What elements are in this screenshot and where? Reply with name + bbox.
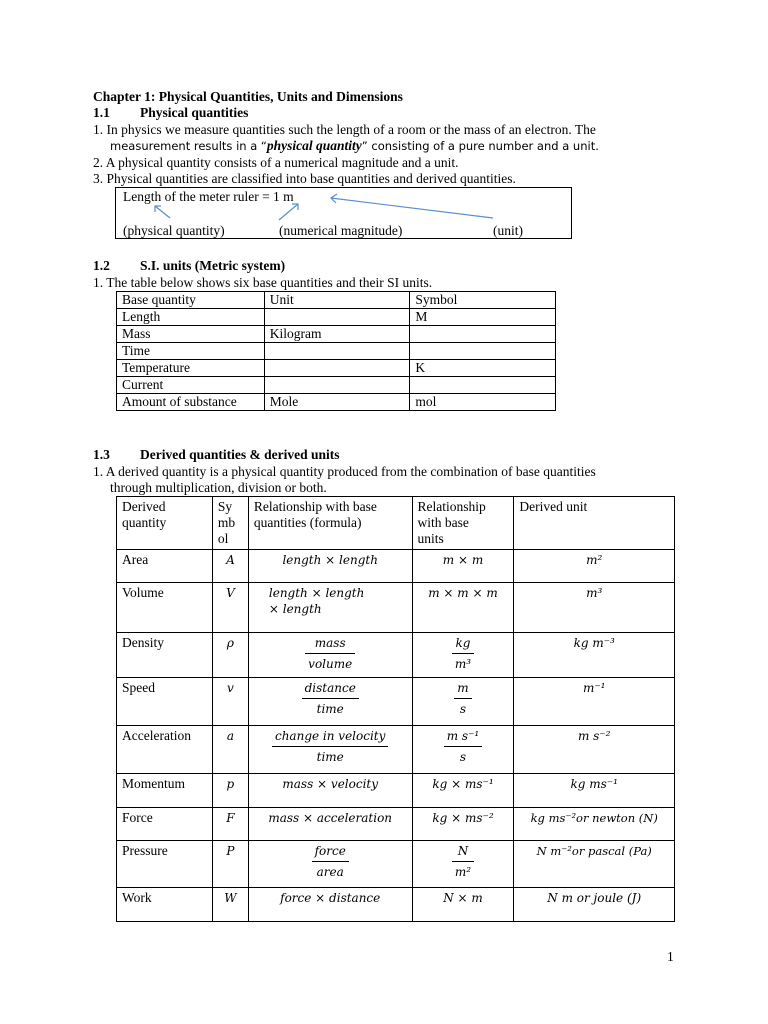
denominator: s — [459, 702, 467, 716]
cell-text: × length — [268, 602, 322, 616]
cell: v — [212, 678, 248, 726]
header-formula — [248, 497, 412, 550]
cell: Volume — [117, 583, 213, 633]
table-row — [117, 377, 556, 394]
table-row — [117, 326, 556, 343]
cell: length × length — [248, 550, 412, 583]
header-base-units — [412, 497, 514, 550]
cell: Pressure — [117, 841, 213, 888]
header-text: Sy — [217, 499, 233, 514]
paragraph-1-post: ” consisting of a pure number and a unit. — [361, 139, 599, 153]
numerator: m — [454, 680, 471, 699]
cell: Speed — [117, 678, 213, 726]
cell: Force — [117, 808, 213, 841]
cell — [412, 633, 514, 678]
cell: Mass — [117, 326, 265, 343]
header-derived-unit — [514, 497, 675, 550]
table-row — [117, 360, 556, 377]
cell: Time — [117, 343, 265, 360]
arrow-to-number-icon — [279, 204, 298, 220]
numerator: m s⁻¹ — [444, 728, 483, 747]
numerator: change in velocity — [272, 728, 388, 747]
label-unit: (unit) — [493, 223, 523, 238]
paragraph-1-pre: measurement results in a “ — [110, 139, 267, 153]
denominator: m³ — [454, 657, 472, 671]
cell — [248, 678, 412, 726]
cell: N m or joule (J) — [514, 888, 675, 922]
header-symbol: Symbol — [410, 292, 556, 309]
fraction — [272, 728, 388, 765]
denominator: s — [459, 750, 467, 764]
table-row-force — [117, 808, 675, 841]
header-symbol — [212, 497, 248, 550]
cell: kg m⁻³ — [514, 633, 675, 678]
cell — [410, 326, 556, 343]
fraction — [452, 843, 474, 880]
denominator: volume — [308, 657, 353, 671]
cell: a — [212, 726, 248, 774]
table-row — [117, 309, 556, 326]
fraction — [302, 680, 359, 717]
fraction — [312, 843, 349, 880]
cell: W — [212, 888, 248, 922]
numerator: distance — [302, 680, 359, 699]
table-row-momentum — [117, 774, 675, 808]
section-1-1-number: 1.1 — [93, 105, 110, 120]
header-derived-quantity — [117, 497, 213, 550]
numerator: mass — [305, 635, 355, 654]
cell: Density — [117, 633, 213, 678]
derived-quantities-table — [116, 496, 675, 922]
example-equation: Length of the meter ruler = 1 m — [123, 189, 294, 204]
table-row-acceleration — [117, 726, 675, 774]
cell: Area — [117, 550, 213, 583]
section-1-2-paragraph: 1. The table below shows six base quantities and their SI units. — [93, 275, 433, 290]
table-row-area — [117, 550, 675, 583]
cell: ρ — [212, 633, 248, 678]
page-number: 1 — [667, 949, 674, 964]
paragraph-3: 3. Physical quantities are classified into base quantities and derived quantities. — [93, 171, 516, 186]
table-row-work — [117, 888, 675, 922]
cell: A — [212, 550, 248, 583]
cell: N m⁻²or pascal (Pa) — [514, 841, 675, 888]
cell: K — [410, 360, 556, 377]
header-text: quantities (formula) — [253, 515, 362, 530]
header-text: ol — [217, 531, 229, 546]
numerator: kg — [452, 635, 474, 654]
section-1-3-number: 1.3 — [93, 447, 110, 462]
arrow-to-length-icon — [155, 206, 170, 218]
fraction — [305, 635, 355, 672]
fraction — [454, 680, 471, 717]
cell: m⁻¹ — [514, 678, 675, 726]
cell: Temperature — [117, 360, 265, 377]
cell — [410, 377, 556, 394]
cell — [412, 726, 514, 774]
denominator: time — [316, 702, 344, 716]
cell — [248, 633, 412, 678]
section-1-3-paragraph-line-2: through multiplication, division or both. — [110, 480, 327, 495]
section-1-3-paragraph-line-1: 1. A derived quantity is a physical quantity produced from the combination of base quantities — [93, 464, 596, 479]
physical-quantity-emphasis: physical quantity — [266, 138, 362, 153]
cell — [412, 678, 514, 726]
cell — [412, 841, 514, 888]
numerator: N — [452, 843, 474, 862]
cell: force × distance — [248, 888, 412, 922]
table-header-row — [117, 497, 675, 550]
cell: kg × ms⁻¹ — [412, 774, 514, 808]
header-text: Derived — [122, 499, 166, 514]
cell: Mole — [264, 394, 410, 411]
cell — [248, 841, 412, 888]
section-1-2-title: S.I. units (Metric system) — [140, 258, 286, 273]
cell: Length — [117, 309, 265, 326]
header-text: Derived unit — [519, 499, 588, 514]
header-text: quantity — [122, 515, 167, 530]
paragraph-1-line-1: 1. In physics we measure quantities such the length of a room or the mass of an electron. The — [93, 122, 596, 137]
cell — [410, 343, 556, 360]
cell — [264, 343, 410, 360]
cell — [248, 583, 412, 633]
cell: Acceleration — [117, 726, 213, 774]
chapter-title: Chapter 1: Physical Quantities, Units and Dimensions — [93, 89, 403, 104]
label-numerical-magnitude: (numerical magnitude) — [279, 223, 403, 238]
cell: kg ms⁻¹ — [514, 774, 675, 808]
cell: Amount of substance — [117, 394, 265, 411]
cell-text: length × length — [268, 586, 365, 600]
section-1-2-number: 1.2 — [93, 258, 110, 273]
section-1-3-title: Derived quantities & derived units — [140, 447, 340, 462]
denominator: time — [316, 750, 344, 764]
table-row-speed — [117, 678, 675, 726]
cell: m × m — [412, 550, 514, 583]
cell — [264, 377, 410, 394]
cell: m s⁻² — [514, 726, 675, 774]
cell: V — [212, 583, 248, 633]
cell: mass × velocity — [248, 774, 412, 808]
base-quantities-table — [116, 291, 556, 411]
cell — [264, 360, 410, 377]
table-row — [117, 343, 556, 360]
header-unit: Unit — [264, 292, 410, 309]
header-text: Relationship with base — [253, 499, 377, 514]
denominator: area — [316, 865, 344, 879]
fraction — [452, 635, 474, 672]
arrow-to-unit-icon — [331, 198, 493, 218]
cell: M — [410, 309, 556, 326]
section-1-1-title: Physical quantities — [140, 105, 249, 120]
table-row-density — [117, 633, 675, 678]
cell: F — [212, 808, 248, 841]
cell: kg ms⁻²or newton (N) — [514, 808, 675, 841]
label-physical-quantity: (physical quantity) — [123, 223, 225, 238]
cell: N × m — [412, 888, 514, 922]
cell: m³ — [514, 583, 675, 633]
cell: p — [212, 774, 248, 808]
cell: P — [212, 841, 248, 888]
table-header-row — [117, 292, 556, 309]
cell: m × m × m — [412, 583, 514, 633]
fraction — [444, 728, 483, 765]
cell: Kilogram — [264, 326, 410, 343]
cell: Momentum — [117, 774, 213, 808]
numerator: force — [312, 843, 349, 862]
header-text: units — [417, 531, 444, 546]
table-row — [117, 394, 556, 411]
cell: mass × acceleration — [248, 808, 412, 841]
cell: kg × ms⁻² — [412, 808, 514, 841]
header-text: Relationship — [417, 499, 486, 514]
denominator: m² — [454, 865, 472, 879]
header-base-quantity: Base quantity — [117, 292, 265, 309]
cell — [248, 726, 412, 774]
cell: mol — [410, 394, 556, 411]
cell: Current — [117, 377, 265, 394]
cell — [264, 309, 410, 326]
paragraph-2: 2. A physical quantity consists of a numerical magnitude and a unit. — [93, 155, 459, 170]
table-row-volume — [117, 583, 675, 633]
table-row-pressure — [117, 841, 675, 888]
header-text: with base — [417, 515, 469, 530]
cell: Work — [117, 888, 213, 922]
header-text: mb — [217, 515, 236, 530]
cell: m² — [514, 550, 675, 583]
